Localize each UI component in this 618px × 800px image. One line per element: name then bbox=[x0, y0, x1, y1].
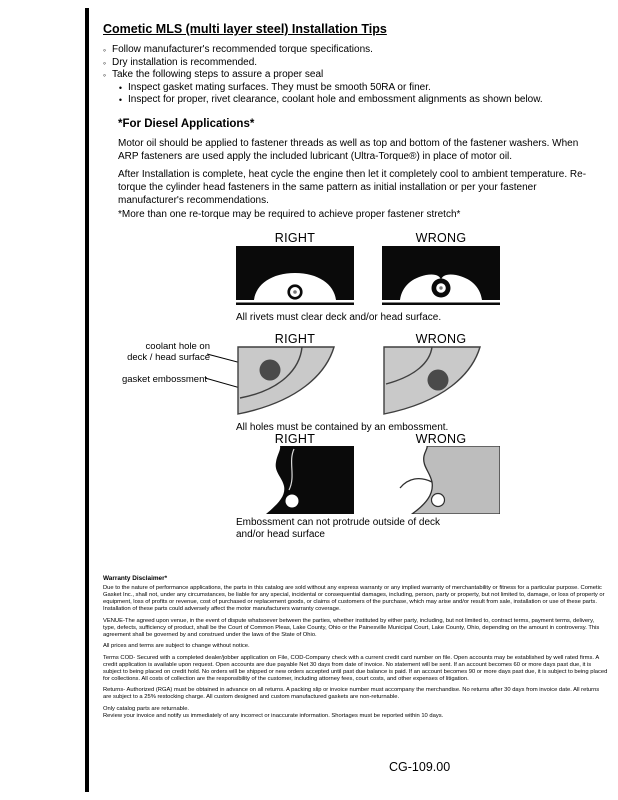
deck-shape bbox=[266, 446, 354, 514]
legal-paragraph: Only catalog parts are returnable. bbox=[103, 705, 190, 712]
legal-paragraph: All prices and terms are subject to change without notice. bbox=[103, 643, 250, 649]
bolt-hole bbox=[432, 494, 445, 507]
list-item bbox=[101, 69, 581, 82]
coolant-hole-label-line1: coolant hole on bbox=[145, 341, 210, 352]
legal-paragraph: Returns- Authorized (RGA) must be obtained in advance on all returns. A packing slip or invoice number must accompany the merchandise. No returns after 30 days from invoice date. All returns are subject to a 25% restocking charge. All custom designed and custom manufactured gaskets are non-returnable. bbox=[103, 687, 600, 700]
embossment-wrong-diagram-svg bbox=[382, 446, 500, 514]
warranty-heading: Warranty Disclaimer* bbox=[103, 575, 168, 582]
bolt-hole bbox=[286, 495, 299, 508]
row3-caption: Embossment can not protrude outside of deck and/or head surface bbox=[236, 517, 441, 540]
holes-wrong-diagram bbox=[382, 346, 500, 418]
list-item bbox=[101, 44, 581, 57]
right-label-row1: RIGHT bbox=[274, 231, 316, 245]
list-item bbox=[101, 57, 581, 70]
diesel-heading: *For Diesel Applications* bbox=[118, 118, 255, 130]
coolant-hole bbox=[260, 360, 281, 381]
list-item-text: Inspect gasket mating surfaces. They must be smooth 50RA or finer. bbox=[128, 81, 431, 93]
legal-paragraph: Terms COD- Secured with a completed dealer/jobber application on File, COD-Company check with a current credit card number on file. Open accounts may be established by well rated firms. A credit application is available upon request. Open accounts are due payable Net 30 days from date of invoice. No statement will be sent. If an account becomes 60 or more days past due, it is subject to being placed on credit hold. No orders will be shipped or new orders accepted until past due balance is paid. If an account becomes 90 or more days past due, it is subject to being placed for collections. All costs of collection are the responsibility of the customer, including attorney fees, court costs, and other expenses of litigation. bbox=[103, 654, 608, 682]
deck-surface-line bbox=[382, 303, 500, 306]
install-tips-list bbox=[101, 44, 581, 107]
holes-wrong-diagram-svg bbox=[382, 346, 500, 418]
right-label-row3: RIGHT bbox=[274, 432, 316, 446]
wrong-label-row2: WRONG bbox=[415, 332, 467, 346]
page-title: Cometic MLS (multi layer steel) Installation Tips bbox=[103, 22, 387, 36]
rivet-right-diagram bbox=[236, 246, 354, 308]
filled-bullet-icon: • bbox=[118, 82, 123, 93]
legal-paragraph: Review your invoice and notify us immediately of any incorrect or inaccurate information. Shortages must be reported within 10 days. bbox=[103, 712, 444, 719]
wrong-label-row3: WRONG bbox=[415, 432, 467, 446]
coolant-hole bbox=[428, 370, 449, 391]
rivet-wrong-diagram bbox=[382, 246, 500, 308]
right-label-row2: RIGHT bbox=[274, 332, 316, 346]
list-item bbox=[117, 82, 581, 95]
embossment-right-diagram-svg bbox=[236, 446, 354, 514]
filled-bullet-icon: • bbox=[118, 95, 123, 105]
list-item-text: Follow manufacturer's recommended torque specifications. bbox=[112, 44, 373, 55]
coolant-hole-label bbox=[122, 341, 210, 363]
legal-paragraph: Due to the nature of performance applications, the parts in this catalog are sold without any express warranty or any implied warranty of merchantability or fitness for a particular purpose. Cometic Gasket Inc., shall not, under any circumstances, be liable for any special, incidental or consequential damages, including, person, party or property, but not limited to, damage, or loss of property or equipment, loss of profits or revenue, cost of purchased or replacement goods, or claims of customers of the purchase, which may arise and/or result from sale, installation or use of these parts. Installation of these parts could adversely affect the motor manufacturers warranty coverage. bbox=[103, 585, 605, 612]
holes-right-diagram bbox=[236, 346, 354, 418]
list-item-text: Take the following steps to assure a proper seal bbox=[112, 69, 324, 80]
deck-surface-line bbox=[236, 303, 354, 306]
legal-paragraph: VENUE-The agreed upon venue, in the event of dispute whatsoever between the parties, whether instituted by either party, including, but not limited to, contract terms, payment terms, delivery, type, defects, sufficiency of product, shall be the Court of Common Pleas, Lake County, Ohio or the Painesville Municipal Court, Lake County, Ohio, depending on the amount in controversy. This agreement shall be governed by and construed under the laws of the State of Ohio. bbox=[103, 617, 600, 638]
protruding-embossment-line bbox=[400, 479, 432, 488]
list-item-text: Inspect for proper, rivet clearance, coolant hole and embossment alignments as shown below. bbox=[128, 94, 543, 105]
retorque-note: *More than one re-torque may be required to achieve proper fastener stretch* bbox=[118, 209, 461, 220]
rivet-center bbox=[439, 286, 442, 289]
open-bullet-icon: ◦ bbox=[102, 57, 107, 68]
embossment-wrong-diagram bbox=[382, 446, 500, 514]
list-item-text: Dry installation is recommended. bbox=[112, 56, 258, 68]
page-code: CG-109.00 bbox=[389, 760, 451, 774]
gasket-shape bbox=[238, 347, 334, 414]
diesel-paragraph-1: Motor oil should be applied to fastener threads as well as top and bottom of the fastener washers. When ARP fasteners are used apply the included lubricant (Ultra-Torque®) in place of motor oil. bbox=[118, 138, 579, 162]
rivet-wrong-diagram-svg bbox=[382, 246, 500, 308]
wrong-label-row1: WRONG bbox=[415, 231, 467, 245]
row1-caption: All rivets must clear deck and/or head surface. bbox=[236, 312, 442, 323]
left-margin-rule bbox=[85, 8, 89, 792]
legal-text-block bbox=[103, 585, 608, 724]
rivet-right-diagram-svg bbox=[236, 246, 354, 308]
embossment-right-diagram bbox=[236, 446, 354, 514]
rivet-center bbox=[293, 290, 297, 294]
list-item bbox=[117, 94, 581, 107]
holes-right-diagram-svg bbox=[236, 346, 354, 418]
row2-caption: All holes must be contained by an embossment. bbox=[236, 422, 449, 433]
diesel-paragraph-2: After Installation is complete, heat cycle the engine then let it completely cool to ambient temperature. Re-torque the cylinder head fasteners in the same pattern as initial installation or per your fastener manufacturer's recommendations. bbox=[118, 169, 587, 206]
open-bullet-icon: ◦ bbox=[102, 70, 107, 80]
coolant-hole-label-line2: deck / head surface bbox=[127, 352, 210, 363]
open-bullet-icon: ◦ bbox=[102, 45, 107, 55]
gasket-embossment-label: gasket embossment bbox=[121, 374, 207, 385]
